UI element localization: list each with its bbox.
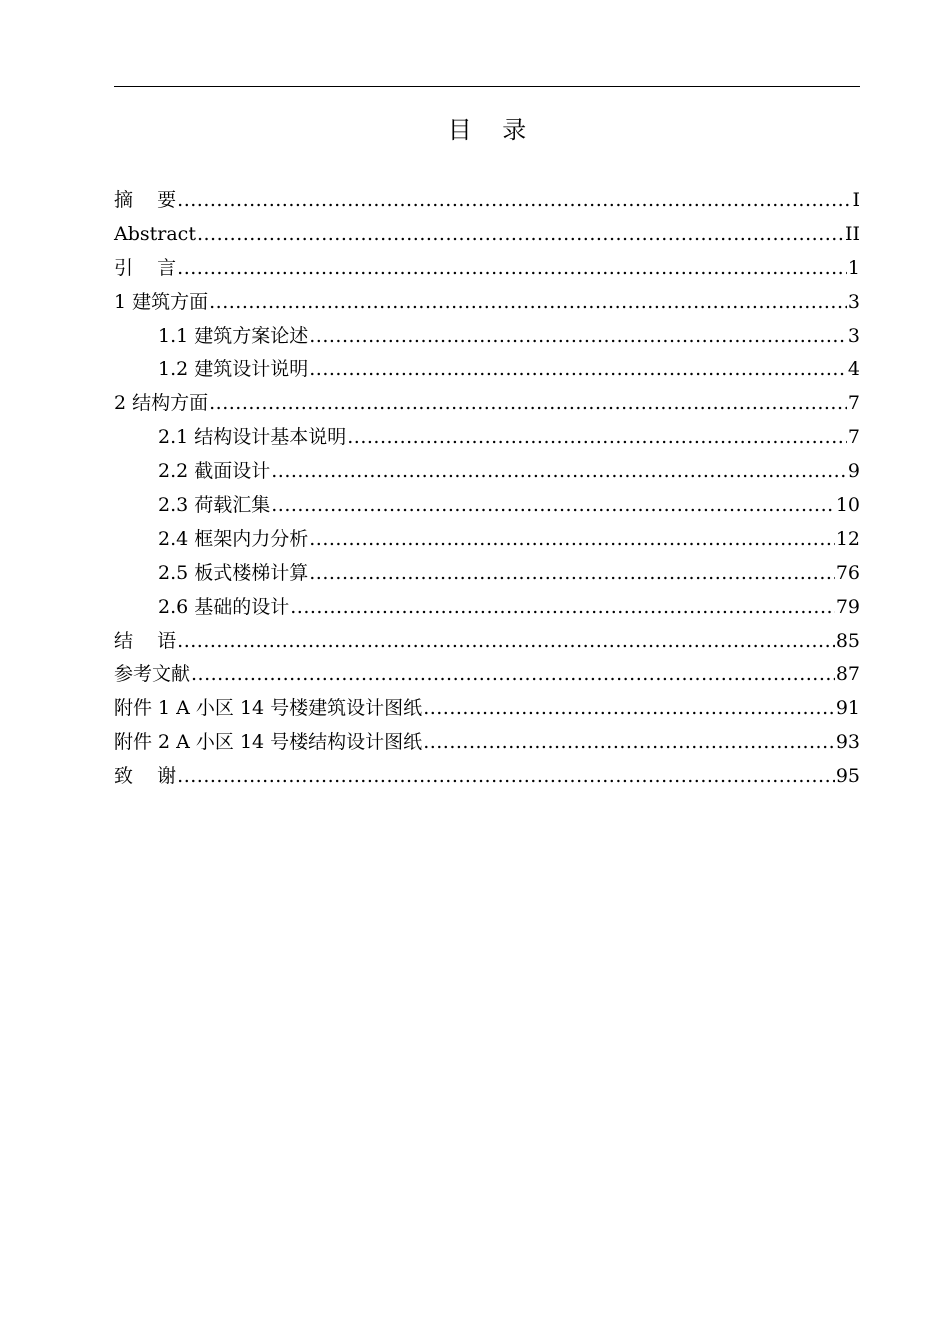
toc-dot-leader (191, 658, 835, 692)
toc-entry[interactable] (114, 184, 860, 218)
toc-entry-label: 1 建筑方面 (114, 290, 209, 313)
toc-dot-leader (271, 455, 847, 489)
toc-entry-label: 1.1 建筑方案论述 (158, 324, 309, 347)
header-rule (114, 86, 860, 87)
toc-entry-page-number: 76 (835, 561, 860, 584)
toc-entry[interactable] (114, 320, 860, 354)
toc-entry-page-number: 87 (835, 663, 860, 686)
toc-dot-leader (209, 286, 847, 320)
toc-dot-leader (197, 218, 844, 252)
toc-entry-page-number: 95 (835, 765, 860, 788)
toc-dot-leader (309, 353, 847, 387)
toc-dot-leader (177, 760, 835, 794)
toc-entry-page-number: 3 (847, 324, 860, 347)
toc-entry-label: 2.6 基础的设计 (158, 595, 290, 618)
toc-entry[interactable] (114, 489, 860, 523)
toc-entry[interactable] (114, 760, 860, 794)
toc-entry-label: 参考文献 (114, 663, 191, 686)
toc-entry-label: 2.2 截面设计 (158, 460, 271, 483)
toc-entry-label: 2 结构方面 (114, 392, 209, 415)
toc-entry[interactable] (114, 726, 860, 760)
toc-entry-page-number: II (844, 222, 860, 245)
toc-entry-page-number: 4 (847, 358, 860, 381)
toc-dot-leader (423, 726, 835, 760)
table-of-contents (114, 184, 860, 794)
toc-dot-leader (290, 591, 835, 625)
toc-dot-leader (347, 421, 847, 455)
toc-dot-leader (271, 489, 835, 523)
toc-dot-leader (309, 557, 835, 591)
toc-entry[interactable] (114, 557, 860, 591)
toc-entry-page-number: 10 (835, 494, 860, 517)
toc-entry[interactable] (114, 658, 860, 692)
toc-entry-page-number: 7 (847, 426, 860, 449)
toc-dot-leader (309, 320, 847, 354)
toc-entry-page-number: 12 (835, 527, 860, 550)
toc-entry[interactable] (114, 286, 860, 320)
toc-entry-page-number: 79 (835, 595, 860, 618)
toc-entry-page-number: 1 (847, 256, 860, 279)
toc-entry-label: 2.5 板式楼梯计算 (158, 561, 309, 584)
toc-entry[interactable] (114, 591, 860, 625)
toc-entry[interactable] (114, 625, 860, 659)
toc-entry[interactable] (114, 523, 860, 557)
toc-entry-label: 1.2 建筑设计说明 (158, 358, 309, 381)
toc-entry[interactable] (114, 353, 860, 387)
toc-dot-leader (209, 387, 847, 421)
page-title: 目 录 (447, 116, 527, 144)
toc-entry-label: 附件 1 A 小区 14 号楼建筑设计图纸 (114, 697, 423, 720)
toc-entry-page-number: 7 (847, 392, 860, 415)
toc-entry-label: 2.4 框架内力分析 (158, 527, 309, 550)
toc-dot-leader (177, 252, 847, 286)
toc-dot-leader (177, 625, 835, 659)
toc-entry[interactable] (114, 218, 860, 252)
toc-entry-label: 摘 要 (114, 189, 177, 211)
toc-dot-leader (423, 692, 835, 726)
toc-entry[interactable] (114, 455, 860, 489)
toc-entry-page-number: 91 (835, 697, 860, 720)
toc-entry-page-number: 85 (835, 629, 860, 652)
toc-entry[interactable] (114, 252, 860, 286)
toc-entry-label: 致 谢 (114, 765, 177, 788)
toc-entry[interactable] (114, 421, 860, 455)
toc-entry[interactable] (114, 692, 860, 726)
toc-dot-leader (177, 184, 851, 218)
toc-entry-label: 结 语 (114, 629, 177, 652)
toc-entry-page-number: 93 (835, 731, 860, 754)
toc-entry-label: Abstract (114, 222, 196, 245)
toc-entry-label: 引 言 (114, 256, 177, 279)
toc-entry-label: 2.1 结构设计基本说明 (158, 426, 347, 449)
toc-entry-page-number: 3 (847, 290, 860, 313)
toc-dot-leader (309, 523, 835, 557)
toc-entry-page-number: I (852, 189, 860, 211)
toc-entry-label: 附件 2 A 小区 14 号楼结构设计图纸 (114, 731, 423, 754)
toc-entry-page-number: 9 (847, 460, 860, 483)
toc-entry[interactable] (114, 387, 860, 421)
toc-entry-label: 2.3 荷载汇集 (158, 494, 271, 517)
